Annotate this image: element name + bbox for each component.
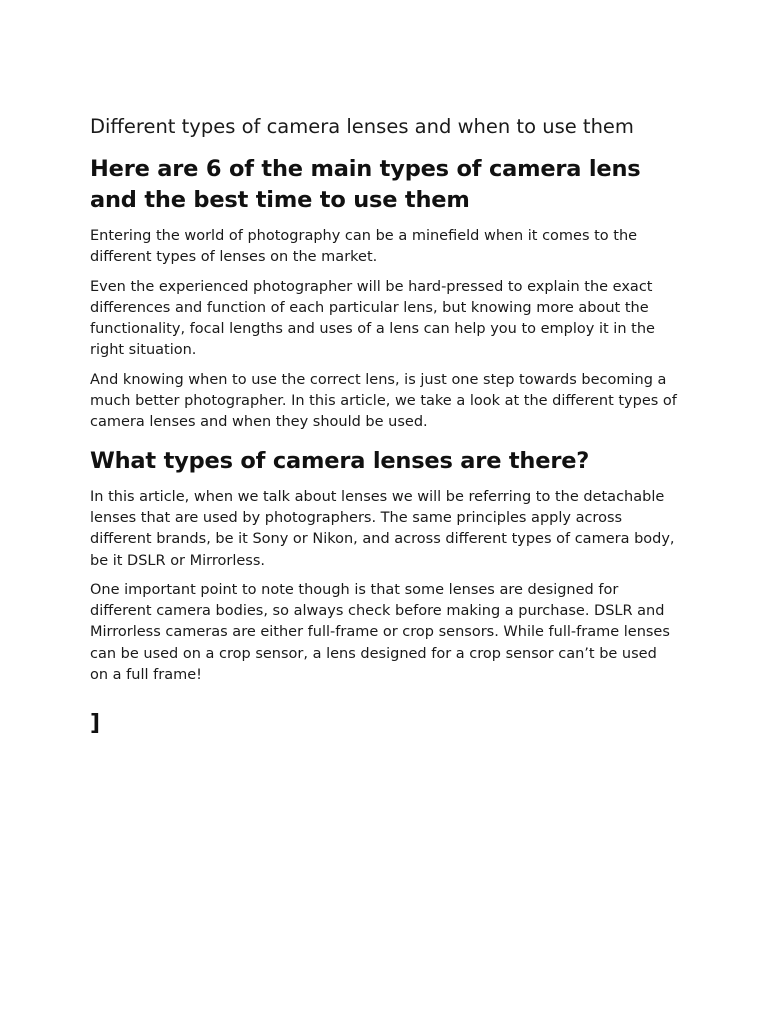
main-heading: Here are 6 of the main types of camera lens and the best time to use them <box>90 156 641 213</box>
intro-paragraph-3: And knowing when to use the correct lens, is just one step towards becoming a much better photographer. In this article, we take a look at the different types of camera lenses and when they should be used. <box>90 371 677 431</box>
document-title: Different types of camera lenses and when to use them <box>90 115 634 138</box>
types-heading: What types of camera lenses are there? <box>90 447 590 474</box>
intro-paragraph-2: Even the experienced photographer will be hard-pressed to explain the exact differences and function of each particular lens, but knowing more about the functionality, focal lengths and uses of a lens can help you to employ it in the right situation. <box>90 278 655 359</box>
intro-paragraph-1: Entering the world of photography can be a minefield when it comes to the different types of lenses on the market. <box>90 228 638 266</box>
stray-bracket: ] <box>90 711 101 737</box>
types-paragraph-2: One important point to note though is that some lenses are designed for different camera bodies, so always check before making a purchase. DSLR and Mirrorless cameras are either full-frame or crop sensors. While full-frame lenses can be used on a crop sensor, a lens designed for a crop sensor can’t be used on a full frame! <box>90 581 670 684</box>
types-paragraph-1: In this article, when we talk about lenses we will be referring to the detachable lenses that are used by photographers. The same principles apply across different brands, be it Sony or Nikon, and across different types of camera body, be it DSLR or Mirrorless. <box>90 488 675 569</box>
